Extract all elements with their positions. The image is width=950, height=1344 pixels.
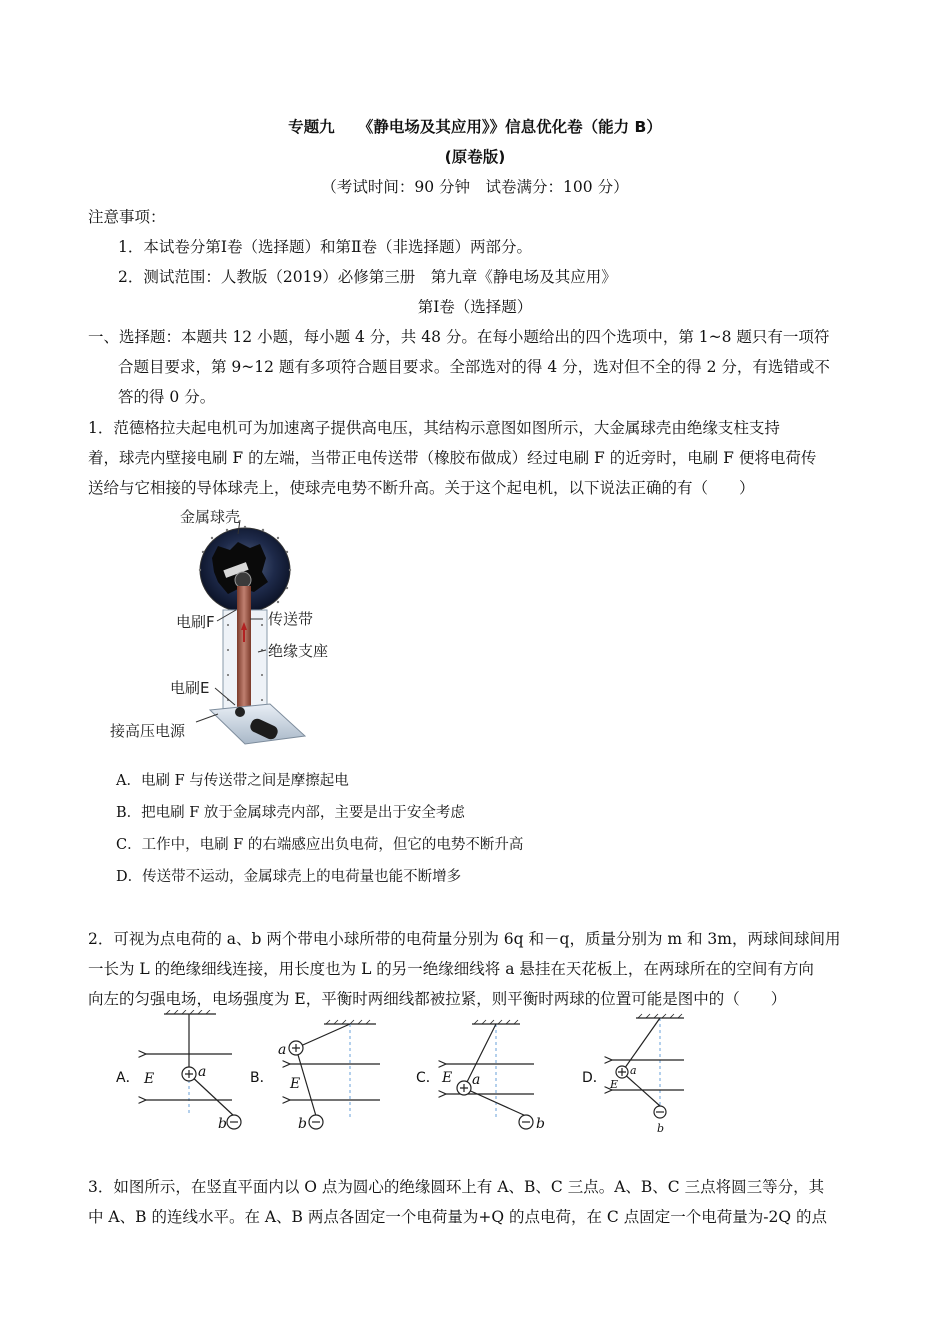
q3-stem-line-2: 中 A、B 的连线水平。在 A、B 两点各固定一个电荷量为+Q 的点电荷，在 C 点固定一个电荷量为-2Q 的点 [88,1208,827,1226]
q1-option-b: B．把电刷 F 放于金属球壳内部，主要是出于安全考虑 [116,805,465,821]
q1-option-a: A．电刷 F 与传送带之间是摩擦起电 [116,773,349,789]
leader-power [196,714,218,722]
label-belt: 传送带 [268,610,314,628]
q2-a-ball-b: b [218,1116,227,1132]
q2-d-ball-a: a [630,1064,637,1077]
section-title: 第Ⅰ卷（选择题） [417,298,533,316]
instructions-line-3: 答的得 0 分。 [118,388,216,406]
label-power: 接高压电源 [110,722,186,740]
q1-stem-line-2: 着，球壳内壁接电刷 F 的左端，当带正电传送带（橡胶布做成）经过电刷 F 的近旁时，电刷 F 便将电荷传 [88,449,817,467]
q2-c-ball-a: a [472,1072,481,1088]
q2-d-ball-b: b [657,1122,665,1135]
q2-stem-line-1: 2．可视为点电荷的 a、b 两个带电小球所带的电荷量分别为 6q 和－q，质量分别为 m 和 3m，两球间球间用 [88,930,841,948]
q2-b-ball-b: b [298,1116,307,1132]
q2-stem-line-2: 一长为 L 的绝缘细线连接，用长度也为 L 的另一绝缘细线将 a 悬挂在天花板上，在两球所在的空间有方向 [88,960,814,978]
bottom-pulley [235,707,245,717]
q2-option-c-label: C． [416,1070,440,1086]
q2-option-d-label: D． [582,1070,607,1086]
conveyor-belt-shape [237,586,251,716]
q2-option-b-diagram [250,1020,380,1132]
top-pulley [235,572,251,588]
document-subtitle: (原卷版) [444,148,506,166]
q1-option-c: C．工作中，电刷 F 的右端感应出负电荷，但它的电势不断升高 [116,837,524,853]
notes-item-2: 2．测试范围：人教版（2019）必修第三册 第九章《静电场及其应用》 [118,268,617,286]
q2-b-field-label: E [290,1076,301,1092]
q2-b-ball-a: a [278,1042,287,1058]
q2-option-b-label: B． [250,1070,274,1086]
q2-option-c-diagram [416,1020,545,1132]
exam-info: （考试时间：90 分钟 试卷满分：100 分） [321,178,629,196]
label-brush-e: 电刷E [170,679,210,697]
q1-stem-line-3: 送给与它相接的导体球壳上，使球壳电势不断升高。关于这个起电机，以下说法正确的有（ ） [88,479,755,497]
q2-c-field-label: E [442,1070,453,1086]
q2-stem-line-3: 向左的匀强电场，电场强度为 E，平衡时两细线都被拉紧，则平衡时两球的位置可能是图中的（ ） [88,990,787,1008]
q3-stem-line-1: 3．如图所示，在竖直平面内以 O 点为圆心的绝缘圆环上有 A、B、C 三点。A、B、C 三点将圆三等分，其 [88,1178,825,1196]
label-support: 绝缘支座 [268,642,329,660]
q2-option-d-diagram [582,1014,684,1135]
q2-option-a-label: A． [116,1070,140,1086]
q2-c-ball-b: b [536,1116,545,1132]
q1-stem-line-1: 1．范德格拉夫起电机可为加速离子提供高电压，其结构示意图如图所示，大金属球壳由绝缘支柱支持 [88,419,780,437]
instructions-line-2: 合题目要求，第 9~12 题有多项符合题目要求。全部选对的得 4 分，选对但不全的得 2 分，有选错或不 [118,358,830,376]
label-metal-shell: 金属球壳 [180,508,241,526]
document-title: 专题九 《静电场及其应用》》信息优化卷（能力 B） [288,118,662,136]
q1-generator-figure [100,500,360,760]
q2-d-field-label: E [610,1078,619,1091]
label-brush-f: 电刷F [176,613,215,631]
instructions-line-1: 一、选择题：本题共 12 小题，每小题 4 分，共 48 分。在每小题给出的四个选项中，第 1~8 题只有一项符 [88,328,830,346]
q2-a-ball-a: a [198,1064,207,1080]
q2-options-figure [100,1010,700,1140]
q1-option-d: D．传送带不运动，金属球壳上的电荷量也能不断增多 [116,869,462,885]
q2-a-field-label: E [144,1071,155,1087]
q2-option-a-diagram [116,1010,241,1132]
notes-item-1: 1．本试卷分第Ⅰ卷（选择题）和第Ⅱ卷（非选择题）两部分。 [118,238,533,256]
notes-heading: 注意事项： [88,208,166,226]
